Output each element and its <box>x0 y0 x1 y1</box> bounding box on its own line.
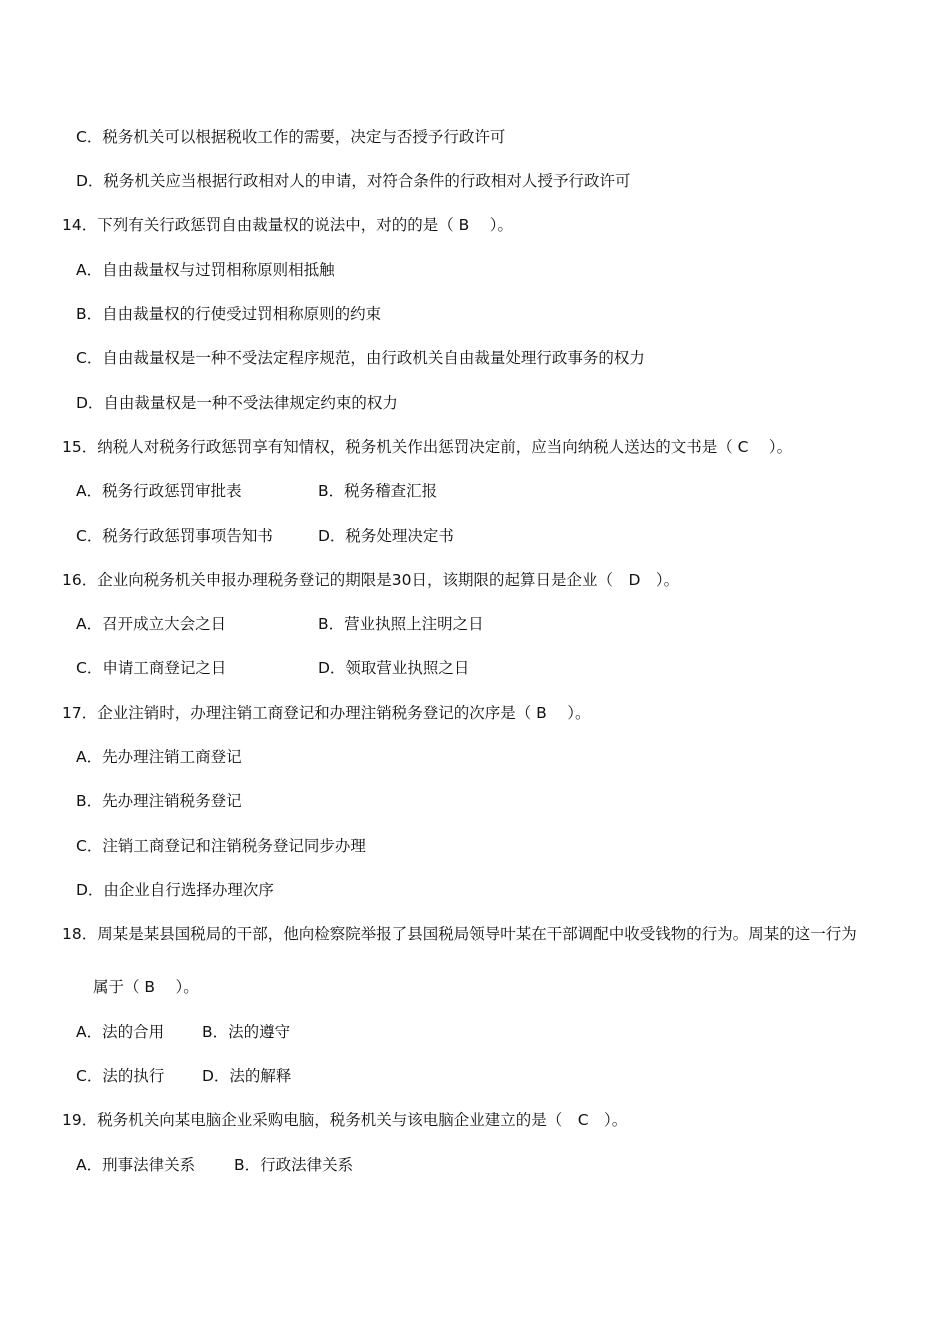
q16-option-d: D．领取营业执照之日 <box>318 659 470 677</box>
q17-option-c: C．注销工商登记和注销税务登记同步办理 <box>76 837 366 855</box>
q18-option-b: B．法的遵守 <box>202 1023 291 1041</box>
q15-option-d: D．税务处理决定书 <box>318 527 454 545</box>
q18-option-a: A．法的合用 <box>76 1023 165 1041</box>
q14-option-c: C．自由裁量权是一种不受法定程序规范，由行政机关自由裁量处理行政事务的权力 <box>76 349 645 367</box>
question-18: 18．周某是某县国税局的干部，他向检察院举报了县国税局领导叶某在干部调配中收受钱物的行为。周某的这一行为 <box>62 925 857 943</box>
q14-option-b: B．自由裁量权的行使受过罚相称原则的约束 <box>76 305 382 323</box>
q18-option-c: C．法的执行 <box>76 1067 165 1085</box>
question-14: 14．下列有关行政惩罚自由裁量权的说法中，对的的是（ B ）。 <box>62 216 513 234</box>
q16-option-b: B．营业执照上注明之日 <box>318 615 484 633</box>
q16-option-c: C．申请工商登记之日 <box>76 659 227 677</box>
q14-option-d: D．自由裁量权是一种不受法律规定约束的权力 <box>76 394 398 412</box>
q13-option-d: D．税务机关应当根据行政相对人的申请，对符合条件的行政相对人授予行政许可 <box>76 172 631 190</box>
question-18-continued: 属于（ B ）。 <box>93 978 199 996</box>
q19-option-a: A．刑事法律关系 <box>76 1156 196 1174</box>
q17-option-b: B．先办理注销税务登记 <box>76 792 242 810</box>
q15-option-a: A．税务行政惩罚审批表 <box>76 482 242 500</box>
q15-option-c: C．税务行政惩罚事项告知书 <box>76 527 273 545</box>
question-15: 15．纳税人对税务行政惩罚享有知情权，税务机关作出惩罚决定前，应当向纳税人送达的文书是（ C ）。 <box>62 438 793 456</box>
question-16: 16．企业向税务机关申报办理税务登记的期限是30日，该期限的起算日是企业（ D ）。 <box>62 571 680 589</box>
question-19: 19．税务机关向某电脑企业采购电脑，税务机关与该电脑企业建立的是（ C ）。 <box>62 1111 628 1129</box>
q14-option-a: A．自由裁量权与过罚相称原则相抵触 <box>76 261 335 279</box>
question-17: 17．企业注销时，办理注销工商登记和办理注销税务登记的次序是（ B ）。 <box>62 704 591 722</box>
q17-option-a: A．先办理注销工商登记 <box>76 748 242 766</box>
q15-option-b: B．税务稽查汇报 <box>318 482 438 500</box>
q17-option-d: D．由企业自行选择办理次序 <box>76 881 274 899</box>
q13-option-c: C．税务机关可以根据税收工作的需要，决定与否授予行政许可 <box>76 128 506 146</box>
q18-option-d: D．法的解释 <box>202 1067 292 1085</box>
q19-option-b: B．行政法律关系 <box>234 1156 354 1174</box>
q16-option-a: A．召开成立大会之日 <box>76 615 227 633</box>
